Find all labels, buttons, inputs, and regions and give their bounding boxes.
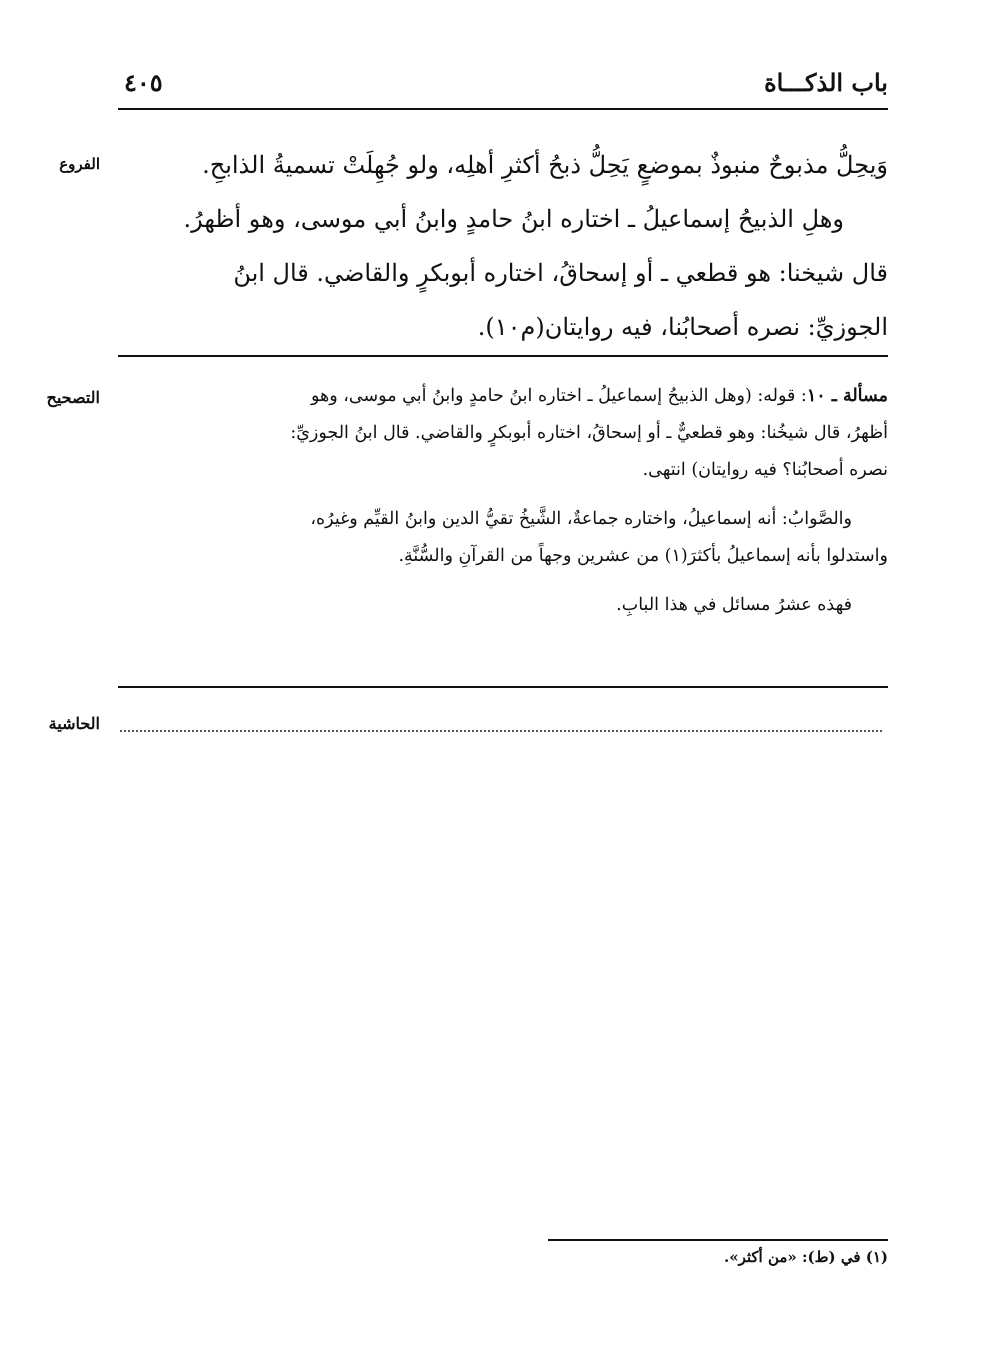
tashih-line-2: أظهرُ، قال شيخُنا: وهو قطعيٌّ ـ أو إسحاقُ، اختاره أبوبكرٍ والقاضي. قال ابنُ الجوزيِّ: <box>290 423 888 443</box>
furu-line-2: وهلِ الذبيحُ إسماعيلُ ـ اختاره ابنُ حامدٍ وابنُ أبي موسى، وهو أظهرُ. <box>183 205 844 233</box>
furu-line-1: وَيحِلُّ مذبوحٌ منبوذٌ بموضعٍ يَحِلُّ ذبحُ أكثرِ أهلِه، ولو جُهِلَتْ تسميةُ الذابحِ. <box>202 151 888 179</box>
page-number: ٤٠٥ <box>124 68 163 97</box>
chapter-title: باب الذكـــاة <box>764 68 888 97</box>
label-tashih: التصحيح <box>46 388 100 407</box>
furu-line-4: الجوزيِّ: نصره أصحابُنا، فيه روايتان(م١٠). <box>477 313 888 341</box>
tashih-line-4: والصَّوابُ: أنه إسماعيلُ، واختاره جماعةٌ، الشَّيخُ تقيُّ الدين وابنُ القيِّم وغيرُه، <box>310 509 852 529</box>
footnote-rule <box>548 1239 888 1241</box>
tashih-rule <box>118 686 888 688</box>
section-rule <box>118 355 888 357</box>
hashiya-dotted-line <box>120 730 882 732</box>
tashih-line-5: واستدلوا بأنه إسماعيلُ بأكثرَ(١) من عشرين وجهاً من القرآنِ والسُّنَّةِ. <box>398 546 888 566</box>
tashih-line-1 <box>118 378 888 415</box>
mas-ala-number: مسألة ـ ١٠ <box>806 386 888 406</box>
tashih-line-1-rest: : قوله: (وهل الذبيحُ إسماعيلُ ـ اختاره ابنُ حامدٍ وابنُ أبي موسى، وهو <box>310 386 807 406</box>
furu-line-3: قال شيخنا: هو قطعي ـ أو إسحاقُ، اختاره أبوبكرٍ والقاضي. قال ابنُ <box>233 259 888 287</box>
header-rule <box>118 108 888 110</box>
page-header <box>118 68 888 106</box>
tashih-line-3: نصره أصحابُنا؟ فيه روايتان) انتهى. <box>642 460 888 480</box>
tashih-text <box>118 378 888 624</box>
footnote: (١) في (ط): «من أكثر». <box>724 1248 888 1266</box>
tashih-line-6: فهذه عشرُ مسائل في هذا البابِ. <box>616 595 852 615</box>
furu-text <box>118 138 888 354</box>
label-hashiya: الحاشية <box>48 714 100 733</box>
label-furu: الفروع <box>59 155 100 173</box>
